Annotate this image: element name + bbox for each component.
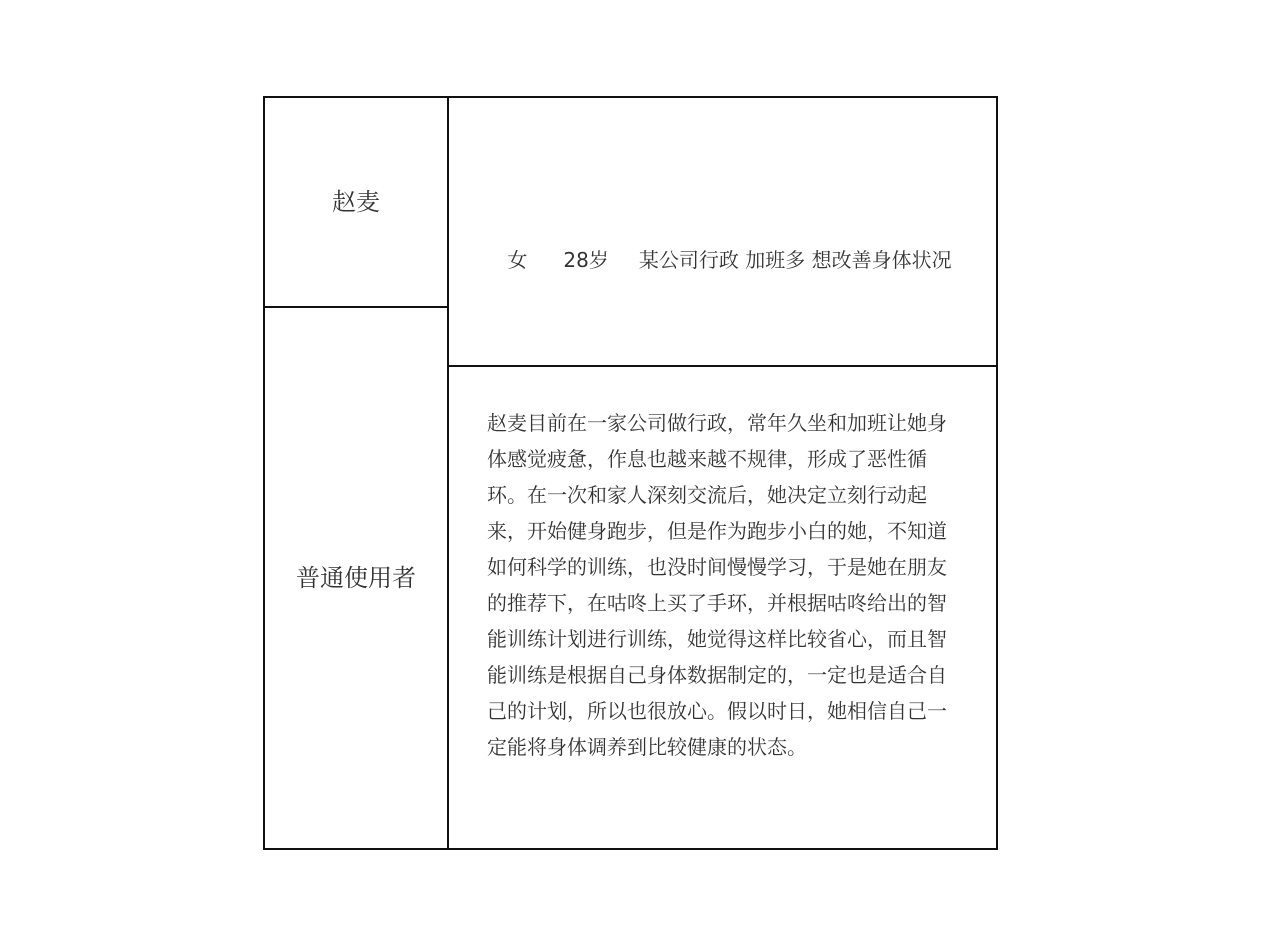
persona-name: 赵麦	[332, 188, 380, 216]
persona-summary	[507, 247, 952, 272]
persona-card	[263, 96, 998, 850]
persona-story-cell	[449, 367, 998, 848]
persona-occupation-goal: 某公司行政 加班多 想改善身体状况	[638, 247, 952, 272]
persona-name-cell	[265, 98, 447, 306]
persona-gender: 女	[507, 247, 528, 272]
persona-age: 28岁	[563, 247, 609, 272]
persona-type-cell	[265, 308, 447, 848]
persona-summary-cell	[449, 98, 998, 365]
persona-story: 赵麦目前在一家公司做行政，常年久坐和加班让她身体感觉疲惫，作息也越来越不规律，形成了恶性循环。在一次和家人深刻交流后，她决定立刻行动起来，开始健身跑步，但是作为跑步小白的她，不知道如何科学的训练，也没时间慢慢学习，于是她在朋友的推荐下，在咕咚上买了手环，并根据咕咚给出的智能训练计划进行训练，她觉得这样比较省心，而且智能训练是根据自己身体数据制定的，一定也是适合自己的计划，所以也很放心。假以时日，她相信自己一定能将身体调养到比较健康的状态。	[487, 411, 947, 759]
persona-user-type: 普通使用者	[296, 564, 416, 592]
